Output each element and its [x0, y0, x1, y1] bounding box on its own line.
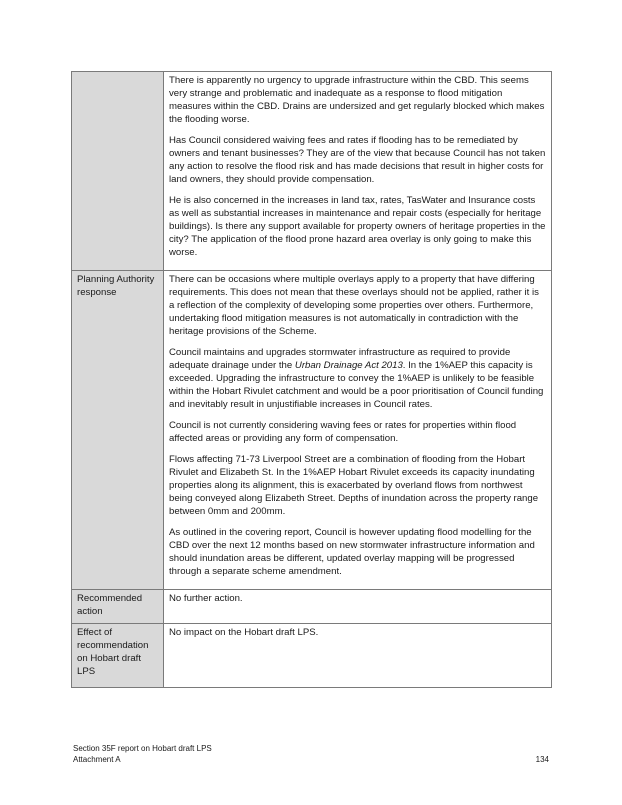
report-table	[71, 71, 552, 688]
row-content	[164, 590, 552, 624]
row-label: Effect of recommendation on Hobart draft LPS	[72, 624, 164, 688]
row-content	[164, 624, 552, 688]
paragraph-text: Council maintains and upgrades stormwater infrastructure as required to provide adequate drainage under the	[169, 347, 511, 371]
paragraph: No impact on the Hobart draft LPS.	[169, 627, 319, 638]
table-row	[72, 590, 552, 624]
paragraph-text: . In the 1%AEP this capacity is exceeded. Upgrading the infrastructure to convey the 1%AEP is unlikely to be feasible within the Hobart Rivulet catchment and would be a poor prioritisation of Council funding and inevitably result in unjustifiable increases in Council rates.	[169, 360, 544, 410]
table-row	[72, 271, 552, 590]
act-name: Urban Drainage Act 2013	[294, 360, 403, 371]
row-content	[164, 72, 552, 271]
paragraph: As outlined in the covering report, Council is however updating flood modelling for the CBD over the next 12 months based on new stormwater infrastructure information and should inundation areas be different, updated overlay mapping will be progressed through a separate scheme amendment.	[169, 527, 535, 577]
row-label: Recommended action	[72, 590, 164, 624]
row-label	[72, 72, 164, 271]
paragraph: He is also concerned in the increases in land tax, rates, TasWater and Insurance costs as well as substantial increases in maintenance and repair costs (especially for heritage buildings). Is there any support available for property owners of heritage properties in the city? The application of the flood prone hazard area overlay is only going to make this worse.	[169, 195, 546, 258]
table-row	[72, 624, 552, 688]
paragraph: There is apparently no urgency to upgrade infrastructure within the CBD. This seems very strange and problematic and inadequate as a response to flood mitigation measures within the CBD. Drains are undersized and get regularly blocked which makes the flooding worse.	[169, 75, 545, 125]
row-label: Planning Authority response	[72, 271, 164, 590]
paragraph: Flows affecting 71-73 Liverpool Street are a combination of flooding from the Hobart Rivulet and Elizabeth St. In the 1%AEP Hobart Rivulet exceeds its capacity inundating properties along its alignment, this is exacerbated by overland flows from northwest being conveyed along Elizabeth Street. Depths of inundation across the property range between 0mm and 200mm.	[169, 454, 539, 517]
page-number: 134	[535, 755, 549, 764]
footer-attachment: Attachment A	[73, 755, 121, 764]
paragraph: Council is not currently considering waving fees or rates for properties within flood affected areas or providing any form of compensation.	[169, 420, 517, 444]
footer-report-title: Section 35F report on Hobart draft LPS	[73, 744, 212, 753]
page-footer	[73, 743, 549, 765]
row-content	[164, 271, 552, 590]
paragraph	[169, 346, 546, 411]
table-row	[72, 72, 552, 271]
paragraph: Has Council considered waiving fees and rates if flooding has to be remediated by owners and tenant businesses? They are of the view that because Council has not taken any action to resolve the flood risk and has made decisions that result in higher costs for land owners, they should provide compensation.	[169, 135, 546, 185]
paragraph: There can be occasions where multiple overlays apply to a property that have differing requirements. This does not mean that these overlays should not be applied, rather it is a reflection of the complexity of developing some properties over others. Furthermore, undertaking flood mitigation measures is not automatically in contradiction with the heritage provisions of the Scheme.	[169, 274, 539, 337]
paragraph: No further action.	[169, 593, 243, 604]
